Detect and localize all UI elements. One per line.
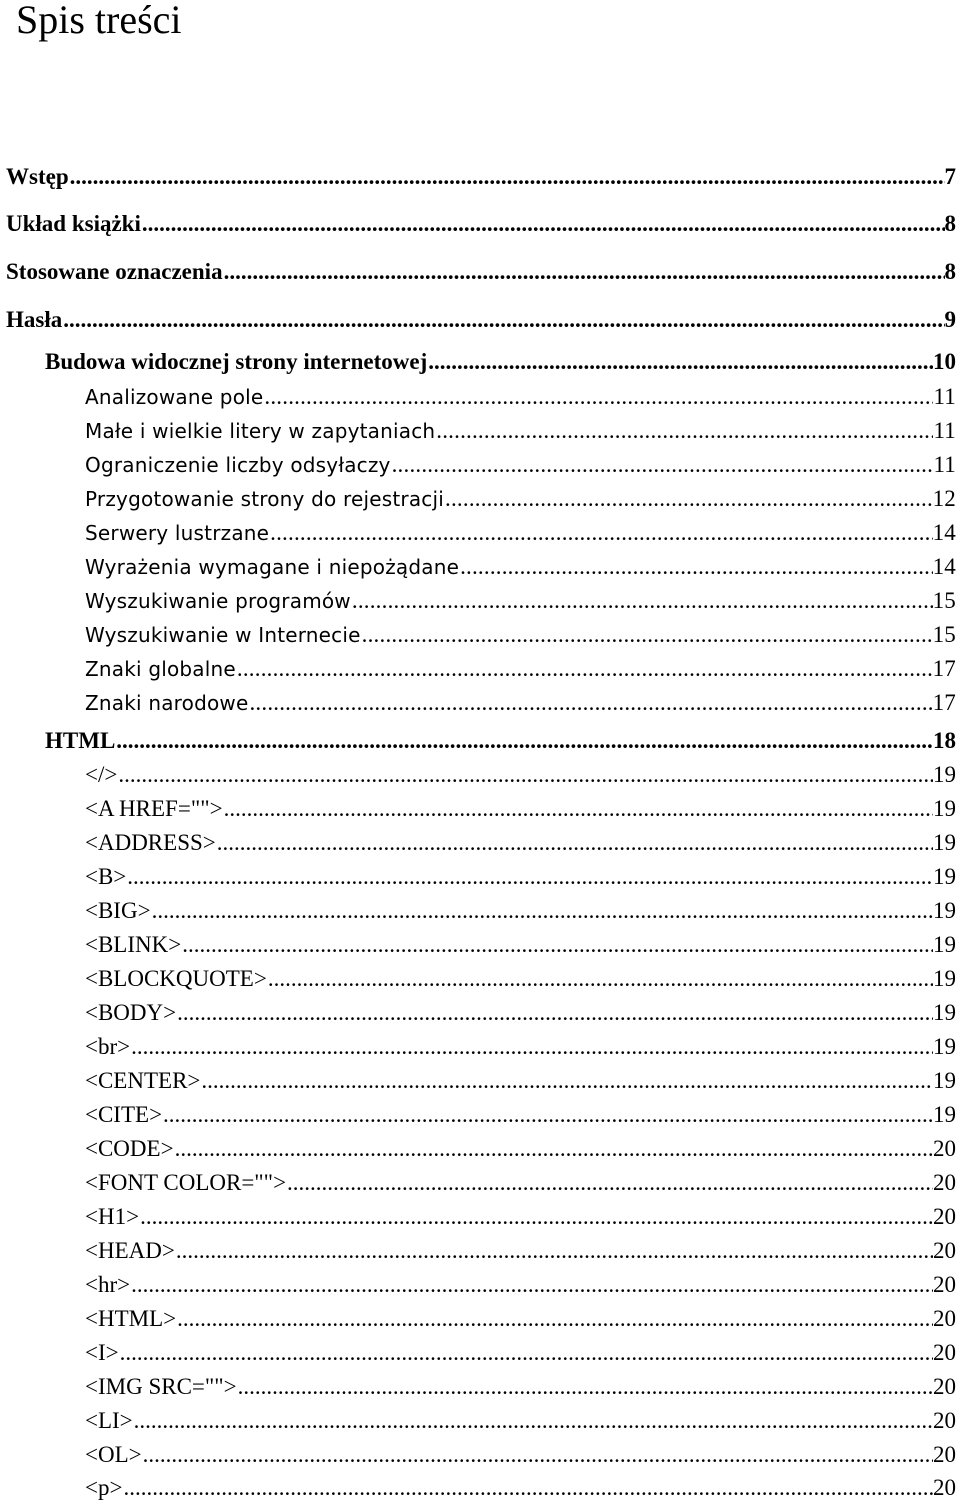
dot-leader [140, 1202, 933, 1232]
toc-entry-page: 11 [933, 452, 956, 477]
toc-entry[interactable] [45, 347, 956, 377]
dot-leader [270, 518, 932, 548]
dot-leader [224, 257, 945, 287]
toc-entry[interactable] [85, 1372, 956, 1402]
toc-entry-label: Hasła [6, 307, 63, 332]
toc-entry[interactable] [85, 484, 956, 514]
toc-entry[interactable] [85, 1473, 956, 1503]
toc-entry[interactable] [6, 162, 956, 192]
toc-entry[interactable] [85, 654, 956, 684]
toc-entry[interactable] [85, 382, 956, 412]
toc-entry-label: Wyszukiwanie programów [85, 589, 351, 613]
toc-entry-page: 20 [933, 1306, 956, 1331]
toc-entry-page: 19 [933, 1068, 956, 1093]
toc-entry-page: 17 [932, 656, 956, 681]
dot-leader [362, 620, 933, 650]
dot-leader [142, 209, 945, 239]
dot-leader [238, 1372, 933, 1402]
toc-entry-page: 18 [933, 728, 956, 753]
dot-leader [127, 862, 933, 892]
dot-leader [123, 1473, 933, 1503]
toc-entry-label: <HEAD> [85, 1238, 175, 1263]
toc-entry-page: 10 [933, 349, 956, 374]
toc-entry[interactable] [85, 1236, 956, 1266]
toc-entry-page: 19 [933, 932, 956, 957]
dot-leader [268, 964, 933, 994]
toc-entry-label: <BLOCKQUOTE> [85, 966, 267, 991]
toc-entry-label: Serwery lustrzane [85, 521, 270, 545]
toc-entry-page: 20 [933, 1475, 956, 1500]
toc-entry[interactable] [85, 688, 956, 718]
toc-entry-page: 20 [933, 1272, 956, 1297]
toc-entry[interactable] [85, 416, 956, 446]
dot-leader [118, 760, 933, 790]
toc-entry[interactable] [85, 930, 956, 960]
toc-entry-label: <A HREF=""> [85, 796, 223, 821]
toc-entry[interactable] [85, 964, 956, 994]
toc-entry[interactable] [85, 1066, 956, 1096]
dot-leader [175, 1134, 933, 1164]
toc-entry-label: Układ książki [6, 211, 141, 236]
toc-entry-page: 19 [933, 762, 956, 787]
toc-entry-label: <OL> [85, 1442, 142, 1467]
toc-entry-page: 15 [932, 622, 956, 647]
toc-entry[interactable] [6, 209, 956, 239]
toc-entry[interactable] [85, 450, 956, 480]
toc-entry-page: 19 [933, 796, 956, 821]
toc-entry-page: 20 [933, 1374, 956, 1399]
dot-leader [63, 305, 944, 335]
toc-entry-label: </> [85, 762, 118, 787]
toc-entry[interactable] [85, 1032, 956, 1062]
dot-leader [224, 794, 933, 824]
toc-entry[interactable] [85, 586, 956, 616]
toc-entry-page: 11 [933, 418, 956, 443]
toc-entry[interactable] [85, 998, 956, 1028]
toc-entry-label: Wyrażenia wymagane i niepożądane [85, 555, 460, 579]
page-title: Spis treści [16, 0, 182, 42]
toc-entry[interactable] [85, 620, 956, 650]
toc-entry[interactable] [85, 794, 956, 824]
toc-entry-label: <BODY> [85, 1000, 177, 1025]
toc-entry-label: Przygotowanie strony do rejestracji [85, 487, 445, 511]
toc-entry-page: 8 [944, 211, 956, 236]
toc-entry-page: 19 [933, 1000, 956, 1025]
toc-entry-page: 19 [933, 1034, 956, 1059]
toc-entry-page: 20 [933, 1408, 956, 1433]
toc-entry-label: HTML [45, 728, 116, 753]
dot-leader [134, 1406, 933, 1436]
toc-entry-label: <B> [85, 864, 127, 889]
toc-entry-label: <IMG SRC=""> [85, 1374, 237, 1399]
toc-entry[interactable] [6, 257, 956, 287]
toc-entry-page: 7 [944, 164, 956, 189]
dot-leader [287, 1168, 933, 1198]
toc-entry-label: <H1> [85, 1204, 140, 1229]
toc-entry-page: 19 [933, 830, 956, 855]
toc-entry[interactable] [85, 1134, 956, 1164]
dot-leader [352, 586, 933, 616]
toc-entry[interactable] [85, 1202, 956, 1232]
toc-entry-label: <p> [85, 1475, 123, 1500]
toc-entry[interactable] [85, 518, 956, 548]
toc-entry-label: <CENTER> [85, 1068, 201, 1093]
toc-entry[interactable] [6, 305, 956, 335]
toc-entry-label: Znaki narodowe [85, 691, 249, 715]
toc-entry-label: Analizowane pole [85, 385, 264, 409]
toc-entry[interactable] [85, 1304, 956, 1334]
dot-leader [70, 162, 945, 192]
dot-leader [445, 484, 933, 514]
toc-entry-page: 20 [933, 1340, 956, 1365]
toc-entry-page: 11 [933, 384, 956, 409]
toc-entry-page: 8 [944, 259, 956, 284]
toc-entry-label: <FONT COLOR=""> [85, 1170, 287, 1195]
toc-entry-label: Małe i wielkie litery w zapytaniach [85, 419, 436, 443]
dot-leader [182, 930, 933, 960]
toc-entry[interactable] [85, 552, 956, 582]
toc-entry-label: Wyszukiwanie w Internecie [85, 623, 361, 647]
dot-leader [460, 552, 933, 582]
toc-entry[interactable] [85, 1270, 956, 1300]
toc-entry[interactable] [85, 828, 956, 858]
dot-leader [249, 688, 932, 718]
toc-entry-page: 19 [933, 864, 956, 889]
dot-leader [152, 896, 933, 926]
toc-entry-page: 19 [933, 898, 956, 923]
dot-leader [143, 1440, 933, 1470]
toc-entry-page: 12 [932, 486, 956, 511]
toc-entry[interactable] [85, 896, 956, 926]
toc-entry-label: <CITE> [85, 1102, 163, 1127]
toc-entry-page: 17 [932, 690, 956, 715]
toc-entry-label: Wstęp [6, 164, 69, 189]
dot-leader [201, 1066, 933, 1096]
toc-entry[interactable] [85, 760, 956, 790]
dot-leader [237, 654, 933, 684]
dot-leader [428, 347, 933, 377]
dot-leader [264, 382, 933, 412]
toc-entry-page: 20 [933, 1204, 956, 1229]
toc-entry[interactable] [85, 1440, 956, 1470]
toc-entry-label: Budowa widocznej strony internetowej [45, 349, 428, 374]
dot-leader [217, 828, 933, 858]
toc-entry[interactable] [85, 1338, 956, 1368]
toc-entry[interactable] [85, 1100, 956, 1130]
dot-leader [176, 1236, 933, 1266]
toc-entry-label: Stosowane oznaczenia [6, 259, 223, 284]
toc-entry-page: 20 [933, 1442, 956, 1467]
toc-entry-label: Znaki globalne [85, 657, 236, 681]
toc-entry-label: <CODE> [85, 1136, 174, 1161]
toc-entry-label: <br> [85, 1034, 131, 1059]
toc-entry-label: <I> [85, 1340, 119, 1365]
toc-entry-page: 14 [932, 520, 956, 545]
dot-leader [120, 1338, 933, 1368]
dot-leader [163, 1100, 933, 1130]
dot-leader [177, 1304, 933, 1334]
toc-entry-page: 20 [933, 1170, 956, 1195]
toc-entry-page: 20 [933, 1238, 956, 1263]
toc-entry-page: 19 [933, 1102, 956, 1127]
toc-entry-page: 19 [933, 966, 956, 991]
toc-entry-label: <hr> [85, 1272, 131, 1297]
toc-entry[interactable] [85, 862, 956, 892]
toc-entry[interactable] [85, 1406, 956, 1436]
toc-entry[interactable] [45, 726, 956, 756]
toc-entry-label: <BLINK> [85, 932, 182, 957]
toc-entry-page: 9 [944, 307, 956, 332]
dot-leader [436, 416, 933, 446]
toc-entry[interactable] [85, 1168, 956, 1198]
dot-leader [131, 1032, 933, 1062]
toc-entry-page: 14 [932, 554, 956, 579]
toc-entry-label: <BIG> [85, 898, 151, 923]
toc-entry-label: <HTML> [85, 1306, 177, 1331]
dot-leader [116, 726, 933, 756]
toc-entry-label: <LI> [85, 1408, 133, 1433]
toc-entry-label: Ograniczenie liczby odsyłaczy [85, 453, 391, 477]
dot-leader [392, 450, 934, 480]
toc-entry-label: <ADDRESS> [85, 830, 216, 855]
dot-leader [177, 998, 933, 1028]
toc-entry-page: 20 [933, 1136, 956, 1161]
dot-leader [131, 1270, 933, 1300]
toc-entry-page: 15 [932, 588, 956, 613]
